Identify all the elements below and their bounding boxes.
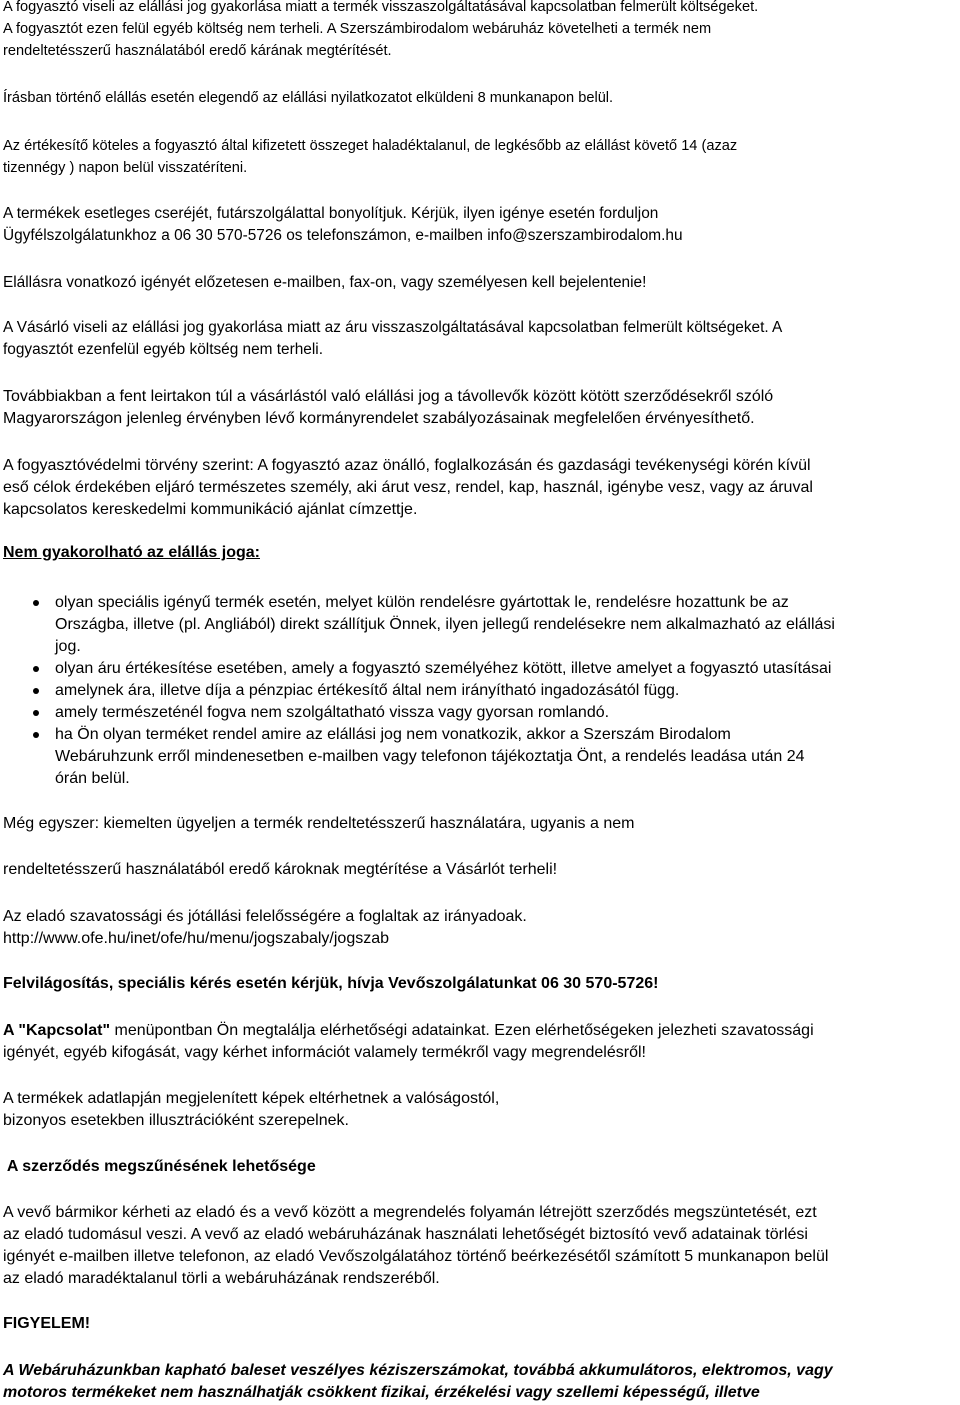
paragraph-damages: rendeltetésszerű használatából eredő károknak megtérítése a Vásárlót terheli! <box>3 861 558 878</box>
paragraph-exchange: A termékek esetleges cseréjét, futárszolgálattal bonyolítjuk. Kérjük, ilyen igénye esetén forduljon Ügyfélszolgálatunkhoz a 06 30 570-5726 os telefonszámon, e-mailben info@szerszambirodalom.hu <box>3 205 683 244</box>
paragraph-distance-contracts: Továbbiakban a fent leirtakon túl a vásárlástól való elállási jog a távollevők között kötött szerződésekről szóló Magyarországon jelenleg érvényben lévő kormányrendelet szabályozásainak megfelelően érvényesíthető. <box>3 388 774 427</box>
paragraph-proper-use: Még egyszer: kiemelten ügyeljen a termék rendeltetésszerű használatára, ugyanis a nem <box>3 815 635 832</box>
paragraph-contact-call: Felvilágosítás, speciális kérés esetén kérjük, hívja Vevőszolgálatunkat 06 30 570-5726! <box>3 975 659 992</box>
list-item: amely természeténél fogva nem szolgáltatható vissza vagy gyorsan romlandó. <box>3 702 958 724</box>
paragraph-buyer-costs: A Vásárló viseli az elállási jog gyakorlása miatt az áru visszaszolgáltatásával kapcsolatban felmerült költségeket. A fogyasztót ezenfelül egyéb költség nem terheli. <box>3 319 783 358</box>
list-item: ha Ön olyan terméket rendel amire az elállási jog nem vonatkozik, akkor a Szerszám Birodalom Webáruhzunk erről mindenesetben e-mailben vagy telefonon tájékoztatja Önt, a rendelés leadása után 24 órán belül. <box>3 724 958 790</box>
bullet-icon <box>33 600 39 606</box>
paragraph-written-withdrawal: Írásban történő elállás esetén elegendő az elállási nyilatkozatot elküldeni 8 munkanapon belül. <box>3 90 614 106</box>
list-item: amelynek ára, illetve díja a pénzpiac értékesítő által nem irányítható ingadozásától függ. <box>3 680 958 702</box>
paragraph-costs: A fogyasztó viseli az elállási jog gyakorlása miatt a termék visszaszolgáltatásával kapcsolatban felmerült költségeket. A fogyasztót ezen felül egyéb költség nem terheli. A Szerszámbirodalom webáruház követelheti a termék nem rendeltetésszerű használatából eredő kárának megtérítését. <box>3 0 759 59</box>
warranty-link[interactable]: http://www.ofe.hu/inet/ofe/hu/menu/jogszabaly/jogszab <box>3 930 390 947</box>
paragraph-termination: A vevő bármikor kérheti az eladó és a vevő között a megrendelés folyamán létrejött szerződés megszüntetését, ezt az eladó tudomásul veszi. A vevő az eladó webáruházának használati lehetőségét biztosító vevő adatainak törlési igényét e-mailben illetve telefonon, az eladó Vevőszolgálatához történő beérkezésétől számított 5 munkanapon belül az eladó maradéktalanul törli a webáruházának rendszeréből. <box>3 1204 829 1287</box>
paragraph-refund: Az értékesítő köteles a fogyasztó által kifizetett összeget haladéktalanul, de legkésőbb az elállást követő 14 (azaz tizennégy ) napon belül visszatéríteni. <box>3 138 738 176</box>
list-item: olyan áru értékesítése esetében, amely a fogyasztó személyéhez kötött, illetve amelyet a fogyasztó utasításai <box>3 658 958 680</box>
bullet-icon <box>33 666 39 672</box>
bullet-icon <box>33 710 39 716</box>
paragraph-consumer-definition: A fogyasztóvédelmi törvény szerint: A fogyasztó azaz önálló, foglalkozásán és gazdasági tevékenységi körén kívül eső célok érdekében eljáró természetes személy, aki árut vesz, rendel, kap, használ, igénybe vesz, vagy az áruval kapcsolatos kereskedelmi kommunikáció ajánlat címzettje. <box>3 457 813 518</box>
heading-warning: FIGYELEM! <box>3 1315 91 1332</box>
paragraph-warranty: Az eladó szavatossági és jótállási felelősségére a foglaltak az irányadoak. http://www.ofe.hu/inet/ofe/hu/menu/jogszabaly/jogszab <box>3 906 958 950</box>
heading-contract-termination: A szerződés megszűnésének lehetősége <box>3 1158 316 1175</box>
exceptions-list <box>3 592 958 790</box>
paragraph-warning: A Webáruházunkban kapható baleset veszélyes kéziszerszámokat, továbbá akkumulátoros, elektromos, vagy motoros termékeket nem használhatják csökkent fizikai, érzékelési vagy szellemi képességű, illetve <box>3 1362 833 1401</box>
paragraph-notify: Elállásra vonatkozó igényét előzetesen e-mailben, fax-on, vagy személyesen kell bejelentenie! <box>3 274 647 291</box>
paragraph-images: A termékek adatlapján megjelenített képek eltérhetnek a valóságostól, bizonyos esetekben illusztrációként szerepelnek. <box>3 1090 500 1129</box>
list-item: olyan speciális igényű termék esetén, melyet külön rendelésre gyártottak le, rendelésre hozattunk be az Országba, illetve (pl. Angliából) direkt szállítjuk Önnek, ilyen jellegű rendelésekre nem alkalmazható az elállási jog. <box>3 592 958 658</box>
heading-no-withdrawal: Nem gyakorolható az elállás joga: <box>3 544 260 561</box>
bullet-icon <box>33 688 39 694</box>
bullet-icon <box>33 732 39 738</box>
paragraph-contact-menu: A "Kapcsolat" menüpontban Ön megtalálja elérhetőségi adatainkat. Ezen elérhetőségeken jelezheti szavatossági igényét, egyéb kifogását, vagy kérhet információt valamely termékről vagy megrendelésről! <box>3 1022 814 1061</box>
